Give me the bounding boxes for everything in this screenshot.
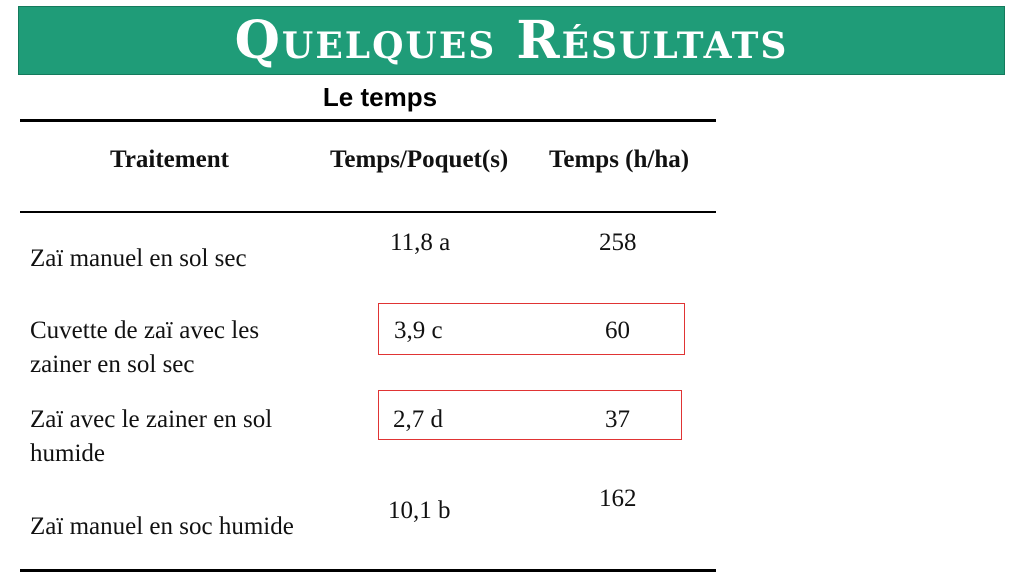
- table-top-rule: [20, 119, 716, 122]
- row3-temps-ha: 37: [605, 406, 630, 433]
- row1-traitement: Zaï manuel en sol sec: [30, 245, 247, 272]
- row2-traitement-line2: zainer en sol sec: [30, 351, 195, 378]
- row2-temps-poquet: 3,9 c: [394, 317, 443, 344]
- slide-title: Quelques Résultats: [234, 9, 789, 71]
- table-header-rule: [20, 211, 716, 213]
- row2-temps-ha: 60: [605, 317, 630, 344]
- header-temps-ha: Temps (h/ha): [549, 146, 690, 173]
- row4-traitement: Zaï manuel en soc humide: [30, 513, 294, 540]
- row3-traitement-line1: Zaï avec le zainer en sol: [30, 406, 273, 433]
- row1-temps-ha: 258: [599, 229, 637, 256]
- header-traitement: Traitement: [110, 146, 229, 173]
- row2-traitement-line1: Cuvette de zaï avec les: [30, 317, 260, 344]
- row3-temps-poquet: 2,7 d: [393, 406, 443, 433]
- slide-subtitle: Le temps: [322, 82, 438, 112]
- row3-traitement-line2: humide: [30, 440, 105, 467]
- row1-temps-poquet: 11,8 a: [390, 229, 451, 256]
- row4-temps-poquet: 10,1 b: [388, 497, 451, 524]
- row4-temps-ha: 162: [599, 485, 637, 512]
- table-bottom-rule: [20, 569, 716, 572]
- title-banner: [18, 6, 1005, 75]
- header-temps-poquet: Temps/Poquet(s): [330, 146, 509, 173]
